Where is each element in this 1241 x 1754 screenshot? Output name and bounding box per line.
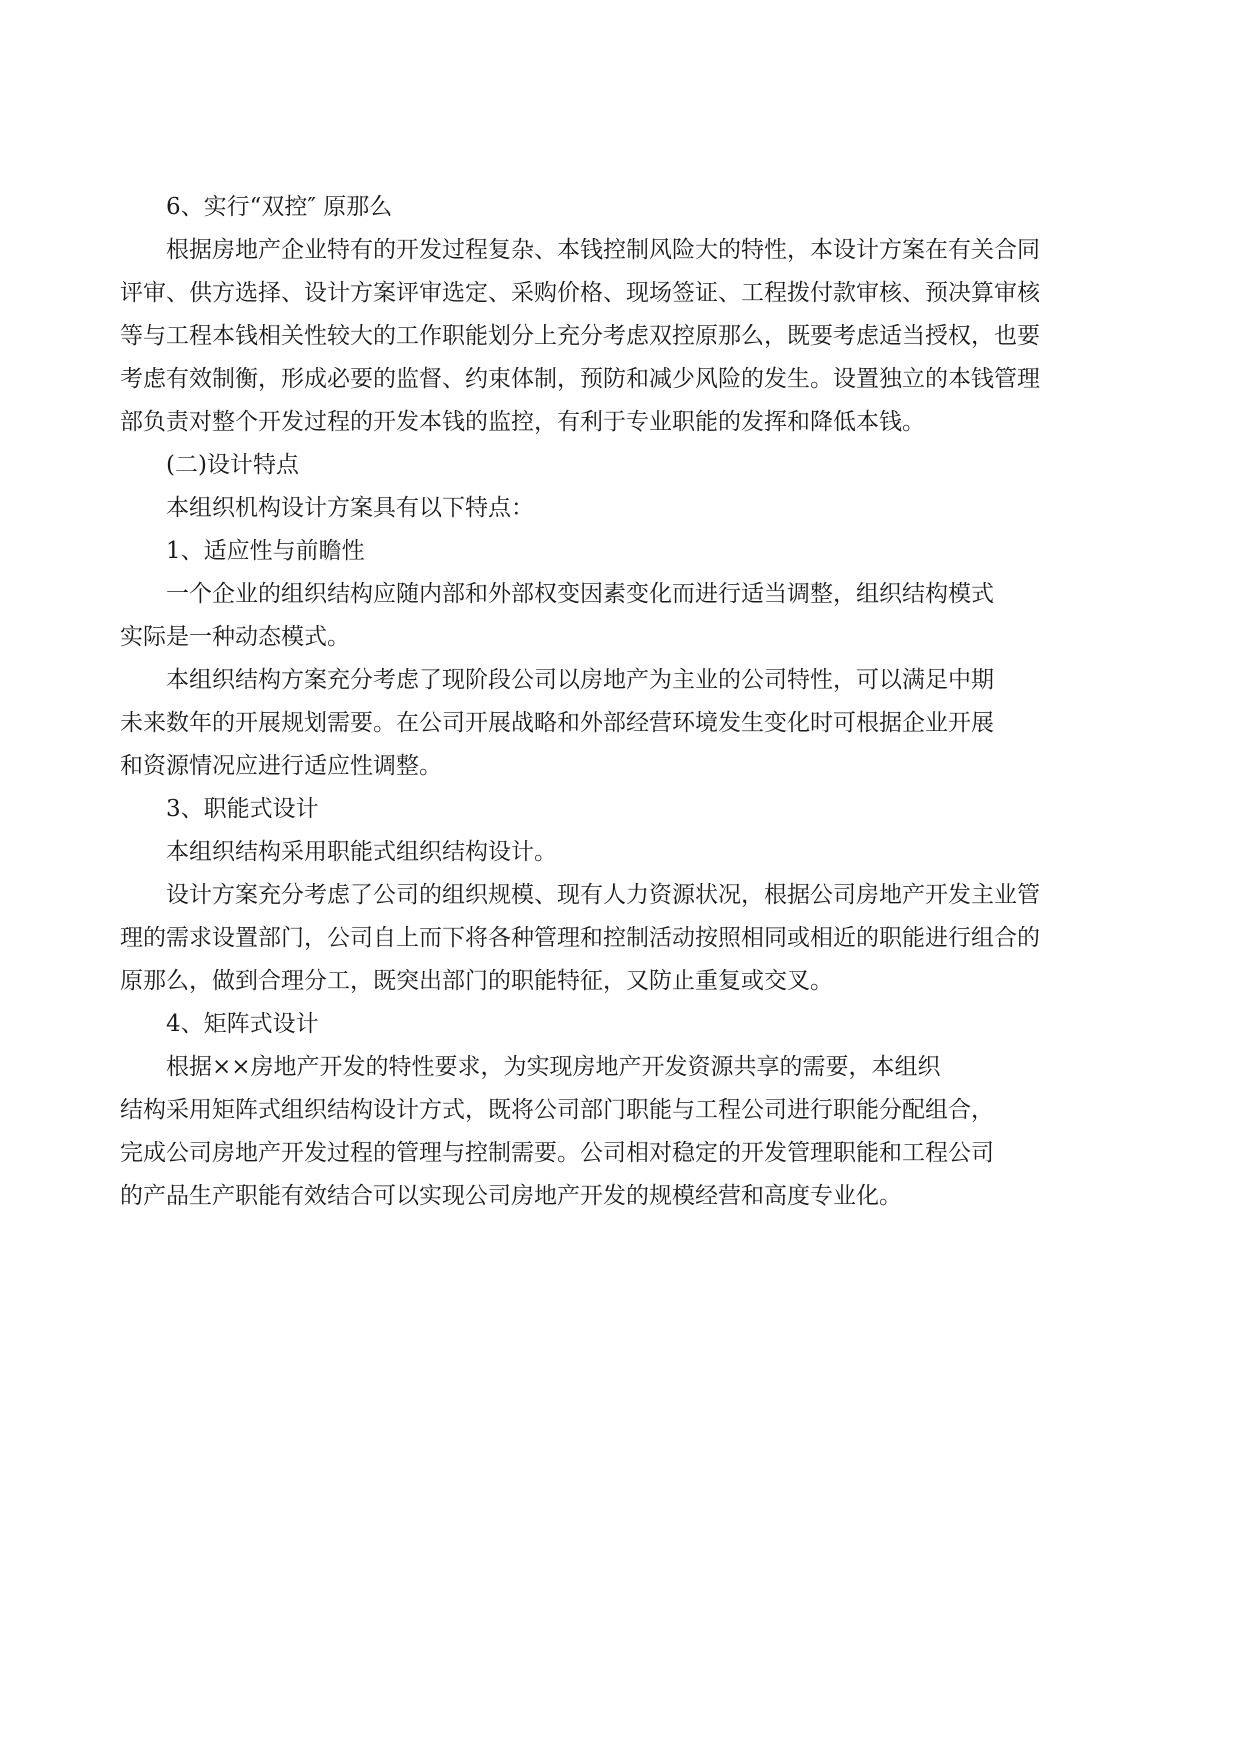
paragraph-line: 部负责对整个开发过程的开发本钱的监控，有利于专业职能的发挥和降低本钱。 xyxy=(120,409,925,435)
paragraph-line: 理的需求设置部门，公司自上而下将各种管理和控制活动按照相同或相近的职能进行组合的 xyxy=(120,925,1040,951)
paragraph-line: 评审、供方选择、设计方案评审选定、采购价格、现场签证、工程拨付款审核、预决算审核 xyxy=(120,280,1040,306)
subheading-functional-design: 3、职能式设计 xyxy=(166,796,319,822)
paragraph-line: 根据房地产企业特有的开发过程复杂、本钱控制风险大的特性，本设计方案在有关合同 xyxy=(166,237,1040,263)
paragraph-line: 和资源情况应进行适应性调整。 xyxy=(120,753,442,779)
paragraph-line: 本组织结构采用职能式组织结构设计。 xyxy=(166,839,557,865)
paragraph-line: 本组织机构设计方案具有以下特点： xyxy=(166,495,534,521)
paragraph-line: 的产品生产职能有效结合可以实现公司房地产开发的规模经营和高度专业化。 xyxy=(120,1183,902,1209)
document-body xyxy=(120,186,1130,1218)
subheading-matrix-design: 4、矩阵式设计 xyxy=(166,1011,319,1037)
paragraph-line: 结构采用矩阵式组织结构设计方式，既将公司部门职能与工程公司进行职能分配组合， xyxy=(120,1097,994,1123)
paragraph-line: 实际是一种动态模式。 xyxy=(120,624,350,650)
paragraph-line: 等与工程本钱相关性较大的工作职能划分上充分考虑双控原那么，既要考虑适当授权，也要 xyxy=(120,323,1040,349)
paragraph-line: 设计方案充分考虑了公司的组织规模、现有人力资源状况，根据公司房地产开发主业管 xyxy=(166,882,1040,908)
paragraph-line: 未来数年的开展规划需要。在公司开展战略和外部经营环境发生变化时可根据企业开展 xyxy=(120,710,994,736)
section-heading-design-features: (二)设计特点 xyxy=(166,452,299,478)
paragraph-line: 考虑有效制衡，形成必要的监督、约束体制，预防和减少风险的发生。设置独立的本钱管理 xyxy=(120,366,1040,392)
paragraph-line: 原那么，做到合理分工，既突出部门的职能特征，又防止重复或交叉。 xyxy=(120,968,833,994)
paragraph-line: 一个企业的组织结构应随内部和外部权变因素变化而进行适当调整，组织结构模式 xyxy=(166,581,994,607)
paragraph-line: 完成公司房地产开发过程的管理与控制需要。公司相对稳定的开发管理职能和工程公司 xyxy=(120,1140,994,1166)
subheading-adaptability: 1、适应性与前瞻性 xyxy=(166,538,365,564)
section-heading-dual-control: 6、实行“双控″ 原那么 xyxy=(166,194,393,220)
paragraph-line: 本组织结构方案充分考虑了现阶段公司以房地产为主业的公司特性，可以满足中期 xyxy=(166,667,994,693)
paragraph-line: 根据××房地产开发的特性要求，为实现房地产开发资源共享的需要，本组织 xyxy=(166,1054,941,1080)
